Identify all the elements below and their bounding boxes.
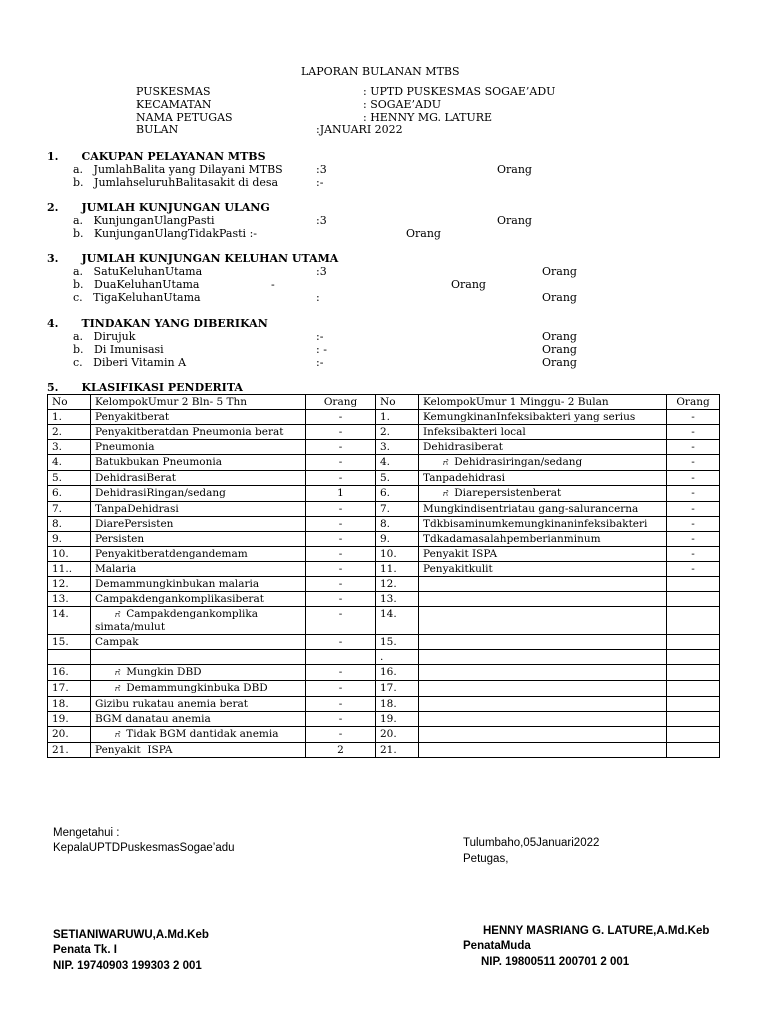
table-row <box>48 532 720 547</box>
table-row <box>48 502 720 517</box>
row-orang-right <box>667 697 720 712</box>
s3-a-value: :3 <box>316 265 327 278</box>
row-group-right: Dehidrasiberat <box>419 440 667 455</box>
table-row <box>48 712 720 727</box>
row-group-right <box>419 743 667 758</box>
row-group-left: TanpaDehidrasi <box>91 502 306 517</box>
row-orang-right: - <box>667 440 720 455</box>
row-orang-right: - <box>667 562 720 577</box>
row-orang-left: - <box>306 562 376 577</box>
row-group-left <box>91 665 306 681</box>
row-orang-right: - <box>667 455 720 471</box>
row-group-right <box>419 607 667 635</box>
row-group-left <box>91 607 306 635</box>
row-no-left: 17. <box>48 681 91 697</box>
s1-a-value: :3 <box>316 163 327 176</box>
row-group-left: DiarePersisten <box>91 517 306 532</box>
row-no-left: 10. <box>48 547 91 562</box>
row-group-right: Penyakitkulit <box>419 562 667 577</box>
row-no-left: 15. <box>48 635 91 650</box>
row-group-left: DehidrasiBerat <box>91 471 306 486</box>
row-no-right: 6. <box>376 486 419 502</box>
table-row <box>48 517 720 532</box>
section-3-title: 3. JUMLAH KUNJUNGAN KELUHAN UTAMA <box>47 252 339 265</box>
row-no-right: 7. <box>376 502 419 517</box>
footer-place-date: Tulumbaho,05Januari2022 <box>463 837 600 849</box>
row-orang-right: - <box>667 532 720 547</box>
cell-text: Campakdengankomplika simata/mulut <box>95 608 258 633</box>
header-label-puskesmas: PUSKESMAS <box>136 85 211 98</box>
row-group-left <box>91 727 306 743</box>
row-orang-left: 1 <box>306 486 376 502</box>
signer-right-name: HENNY MASRIANG G. LATURE,A.Md.Keb <box>483 925 710 937</box>
table-row <box>48 665 720 681</box>
header-value-kecamatan: : SOGAE’ADU <box>363 98 442 111</box>
row-orang-left: - <box>306 592 376 607</box>
row-orang-left: - <box>306 455 376 471</box>
bullet-marker-icon: ಗೆ <box>443 489 449 499</box>
s2-b-label: b. KunjunganUlangTidakPasti :- <box>73 227 257 240</box>
row-group-right: Tanpadehidrasi <box>419 471 667 486</box>
s4-a-value: :- <box>316 330 324 343</box>
s2-a-unit: Orang <box>497 214 532 227</box>
row-orang-right <box>667 607 720 635</box>
row-orang-right: - <box>667 547 720 562</box>
row-orang-left: - <box>306 547 376 562</box>
row-no-right: 10. <box>376 547 419 562</box>
row-orang-left: - <box>306 697 376 712</box>
s4-a-label: a. Dirujuk <box>73 330 136 343</box>
table-row <box>48 547 720 562</box>
row-no-left: 21. <box>48 743 91 758</box>
table-row <box>48 607 720 635</box>
table-row <box>48 681 720 697</box>
row-group-left: Persisten <box>91 532 306 547</box>
row-no-right: 19. <box>376 712 419 727</box>
cell-text: Diarepersistenberat <box>454 487 562 499</box>
row-no-left: 7. <box>48 502 91 517</box>
row-group-left: Penyakitberatdan Pneumonia berat <box>91 425 306 440</box>
row-orang-left: - <box>306 532 376 547</box>
s3-b-unit: Orang <box>451 278 486 291</box>
row-no-right: 14. <box>376 607 419 635</box>
bullet-marker-icon: ಗೆ <box>115 610 121 620</box>
row-orang-right: - <box>667 502 720 517</box>
row-group-left: Penyakit ISPA <box>91 743 306 758</box>
row-group-right <box>419 665 667 681</box>
row-group-right: Mungkindisentriatau gang-salurancerna <box>419 502 667 517</box>
s1-b-value: :- <box>316 176 324 189</box>
row-orang-left: - <box>306 471 376 486</box>
s4-c-label: c. Diberi Vitamin A <box>73 356 187 369</box>
row-orang-right <box>667 681 720 697</box>
section-4-title: 4. TINDAKAN YANG DIBERIKAN <box>47 317 268 330</box>
row-orang-left: - <box>306 635 376 650</box>
row-no-left: 1. <box>48 410 91 425</box>
row-orang-left: - <box>306 727 376 743</box>
row-no-right: 20. <box>376 727 419 743</box>
row-orang-left: - <box>306 502 376 517</box>
table-row <box>48 635 720 650</box>
footer-petugas: Petugas, <box>463 853 509 865</box>
signer-left-nip: NIP. 19740903 199303 2 001 <box>53 960 202 972</box>
row-group-right <box>419 635 667 650</box>
row-orang-left: - <box>306 665 376 681</box>
row-orang-right <box>667 577 720 592</box>
s4-b-value: : - <box>316 343 327 356</box>
header-orang-left: Orang <box>306 395 376 410</box>
row-orang-right <box>667 727 720 743</box>
row-group-left: Pneumonia <box>91 440 306 455</box>
header-label-bulan: BULAN <box>136 123 179 136</box>
row-orang-left: - <box>306 712 376 727</box>
row-group-left: Batukbukan Pneumonia <box>91 455 306 471</box>
row-group-left: Penyakitberat <box>91 410 306 425</box>
classification-table <box>47 394 720 758</box>
row-orang-left: - <box>306 517 376 532</box>
row-no-right: 4. <box>376 455 419 471</box>
s1-a-unit: Orang <box>497 163 532 176</box>
s3-a-unit: Orang <box>542 265 577 278</box>
row-no-left: 2. <box>48 425 91 440</box>
s4-c-unit: Orang <box>542 356 577 369</box>
s3-c-label: c. TigaKeluhanUtama <box>73 291 201 304</box>
row-group-left <box>91 650 306 665</box>
cell-text: Mungkin DBD <box>126 666 202 678</box>
table-row <box>48 743 720 758</box>
row-orang-left: - <box>306 681 376 697</box>
row-no-right: 2. <box>376 425 419 440</box>
row-group-right: Penyakit ISPA <box>419 547 667 562</box>
s3-b-dash: - <box>271 278 275 291</box>
row-no-left: 5. <box>48 471 91 486</box>
row-no-left: 16. <box>48 665 91 681</box>
row-no-right: . <box>376 650 419 665</box>
row-no-right: 16. <box>376 665 419 681</box>
bullet-marker-icon: ಗೆ <box>115 730 121 740</box>
cell-text: Tidak BGM dantidak anemia <box>126 728 279 740</box>
row-group-right: KemungkinanInfeksibakteri yang serius <box>419 410 667 425</box>
row-orang-right <box>667 743 720 758</box>
row-orang-right <box>667 635 720 650</box>
row-no-left: 8. <box>48 517 91 532</box>
footer-kepala: KepalaUPTDPuskesmasSogae’adu <box>53 842 235 854</box>
row-group-left: Campakdengankomplikasiberat <box>91 592 306 607</box>
signer-left-rank: Penata Tk. I <box>53 944 117 956</box>
signer-left-name: SETIANIWARUWU,A.Md.Keb <box>53 929 209 941</box>
row-no-right: 9. <box>376 532 419 547</box>
row-group-right: Tdkbisaminumkemungkinaninfeksibakteri <box>419 517 667 532</box>
row-no-right: 11. <box>376 562 419 577</box>
row-group-right <box>419 697 667 712</box>
section-1-title: 1. CAKUPAN PELAYANAN MTBS <box>47 150 266 163</box>
row-group-left: Campak <box>91 635 306 650</box>
row-no-left: 14. <box>48 607 91 635</box>
table-row <box>48 562 720 577</box>
row-orang-left <box>306 650 376 665</box>
table-row <box>48 650 720 665</box>
header-value-puskesmas: : UPTD PUSKESMAS SOGAE’ADU <box>363 85 556 98</box>
s3-a-label: a. SatuKeluhanUtama <box>73 265 203 278</box>
table-row <box>48 592 720 607</box>
s3-c-unit: Orang <box>542 291 577 304</box>
table-header-row <box>48 395 720 410</box>
s4-b-label: b. Di Imunisasi <box>73 343 164 356</box>
row-no-left: 3. <box>48 440 91 455</box>
row-no-left: 11.. <box>48 562 91 577</box>
row-no-right: 18. <box>376 697 419 712</box>
row-group-right <box>419 577 667 592</box>
row-orang-right: - <box>667 410 720 425</box>
s4-b-unit: Orang <box>542 343 577 356</box>
cell-text: Demammungkinbuka DBD <box>126 682 268 694</box>
row-orang-right: - <box>667 425 720 440</box>
row-group-left: Gizibu rukatau anemia berat <box>91 697 306 712</box>
s3-c-value: : <box>316 291 320 304</box>
s2-a-label: a. KunjunganUlangPasti <box>73 214 215 227</box>
row-group-right: Tdkadamasalahpemberianminum <box>419 532 667 547</box>
row-orang-right: - <box>667 486 720 502</box>
cell-text: Dehidrasiringan/sedang <box>454 456 583 468</box>
row-no-left: 19. <box>48 712 91 727</box>
row-no-left: 12. <box>48 577 91 592</box>
row-group-left: Malaria <box>91 562 306 577</box>
table-row <box>48 727 720 743</box>
header-no-right: No <box>376 395 419 410</box>
row-orang-left: - <box>306 440 376 455</box>
row-orang-left: - <box>306 607 376 635</box>
table-row <box>48 440 720 455</box>
header-label-kecamatan: KECAMATAN <box>136 98 212 111</box>
header-label-petugas: NAMA PETUGAS <box>136 111 233 124</box>
bullet-marker-icon: ಗೆ <box>115 684 121 694</box>
row-no-right: 13. <box>376 592 419 607</box>
row-no-left <box>48 650 91 665</box>
row-orang-right <box>667 592 720 607</box>
row-no-right: 5. <box>376 471 419 486</box>
row-orang-right <box>667 712 720 727</box>
report-title: LAPORAN BULANAN MTBS <box>301 65 460 78</box>
bullet-marker-icon: ಗೆ <box>443 458 449 468</box>
row-orang-left: - <box>306 425 376 440</box>
row-no-right: 17. <box>376 681 419 697</box>
row-orang-right <box>667 665 720 681</box>
row-orang-left: - <box>306 577 376 592</box>
s2-a-value: :3 <box>316 214 327 227</box>
row-no-right: 3. <box>376 440 419 455</box>
row-group-right <box>419 455 667 471</box>
row-no-left: 13. <box>48 592 91 607</box>
header-value-bulan: :JANUARI 2022 <box>316 123 403 136</box>
row-orang-right <box>667 650 720 665</box>
row-orang-right: - <box>667 471 720 486</box>
row-group-left: BGM danatau anemia <box>91 712 306 727</box>
s3-b-label: b. DuaKeluhanUtama <box>73 278 200 291</box>
table-row <box>48 486 720 502</box>
row-group-right <box>419 650 667 665</box>
row-group-right <box>419 681 667 697</box>
row-orang-left: 2 <box>306 743 376 758</box>
header-no-left: No <box>48 395 91 410</box>
s1-a-label: a. JumlahBalita yang Dilayani MTBS <box>73 163 283 176</box>
row-no-right: 12. <box>376 577 419 592</box>
section-5-title: 5. KLASIFIKASI PENDERITA <box>47 381 243 394</box>
row-group-right: Infeksibakteri local <box>419 425 667 440</box>
row-no-right: 21. <box>376 743 419 758</box>
row-group-left <box>91 681 306 697</box>
row-group-right <box>419 486 667 502</box>
row-no-left: 6. <box>48 486 91 502</box>
table-row <box>48 577 720 592</box>
s1-b-label: b. JumlahseluruhBalitasakit di desa <box>73 176 279 189</box>
signer-right-rank: PenataMuda <box>463 940 531 952</box>
s2-b-unit: Orang <box>406 227 441 240</box>
table-row <box>48 455 720 471</box>
section-2-title: 2. JUMLAH KUNJUNGAN ULANG <box>47 201 270 214</box>
row-group-left: DehidrasiRingan/sedang <box>91 486 306 502</box>
table-row <box>48 410 720 425</box>
s4-c-value: :- <box>316 356 324 369</box>
row-group-right <box>419 712 667 727</box>
s4-a-unit: Orang <box>542 330 577 343</box>
row-no-left: 18. <box>48 697 91 712</box>
header-group-right: KelompokUmur 1 Minggu- 2 Bulan <box>419 395 667 410</box>
row-group-right <box>419 592 667 607</box>
table-row <box>48 425 720 440</box>
header-value-petugas: : HENNY MG. LATURE <box>363 111 493 124</box>
row-no-right: 15. <box>376 635 419 650</box>
row-group-left: Demammungkinbukan malaria <box>91 577 306 592</box>
row-no-left: 4. <box>48 455 91 471</box>
row-group-left: Penyakitberatdengandemam <box>91 547 306 562</box>
header-orang-right: Orang <box>667 395 720 410</box>
row-no-right: 1. <box>376 410 419 425</box>
bullet-marker-icon: ಗೆ <box>115 668 121 678</box>
row-orang-left: - <box>306 410 376 425</box>
header-group-left: KelompokUmur 2 Bln- 5 Thn <box>91 395 306 410</box>
table-row <box>48 471 720 486</box>
row-orang-right: - <box>667 517 720 532</box>
signer-right-nip: NIP. 19800511 200701 2 001 <box>481 956 630 968</box>
row-no-left: 9. <box>48 532 91 547</box>
table-row <box>48 697 720 712</box>
footer-mengetahui: Mengetahui : <box>53 827 120 839</box>
row-group-right <box>419 727 667 743</box>
row-no-left: 20. <box>48 727 91 743</box>
row-no-right: 8. <box>376 517 419 532</box>
